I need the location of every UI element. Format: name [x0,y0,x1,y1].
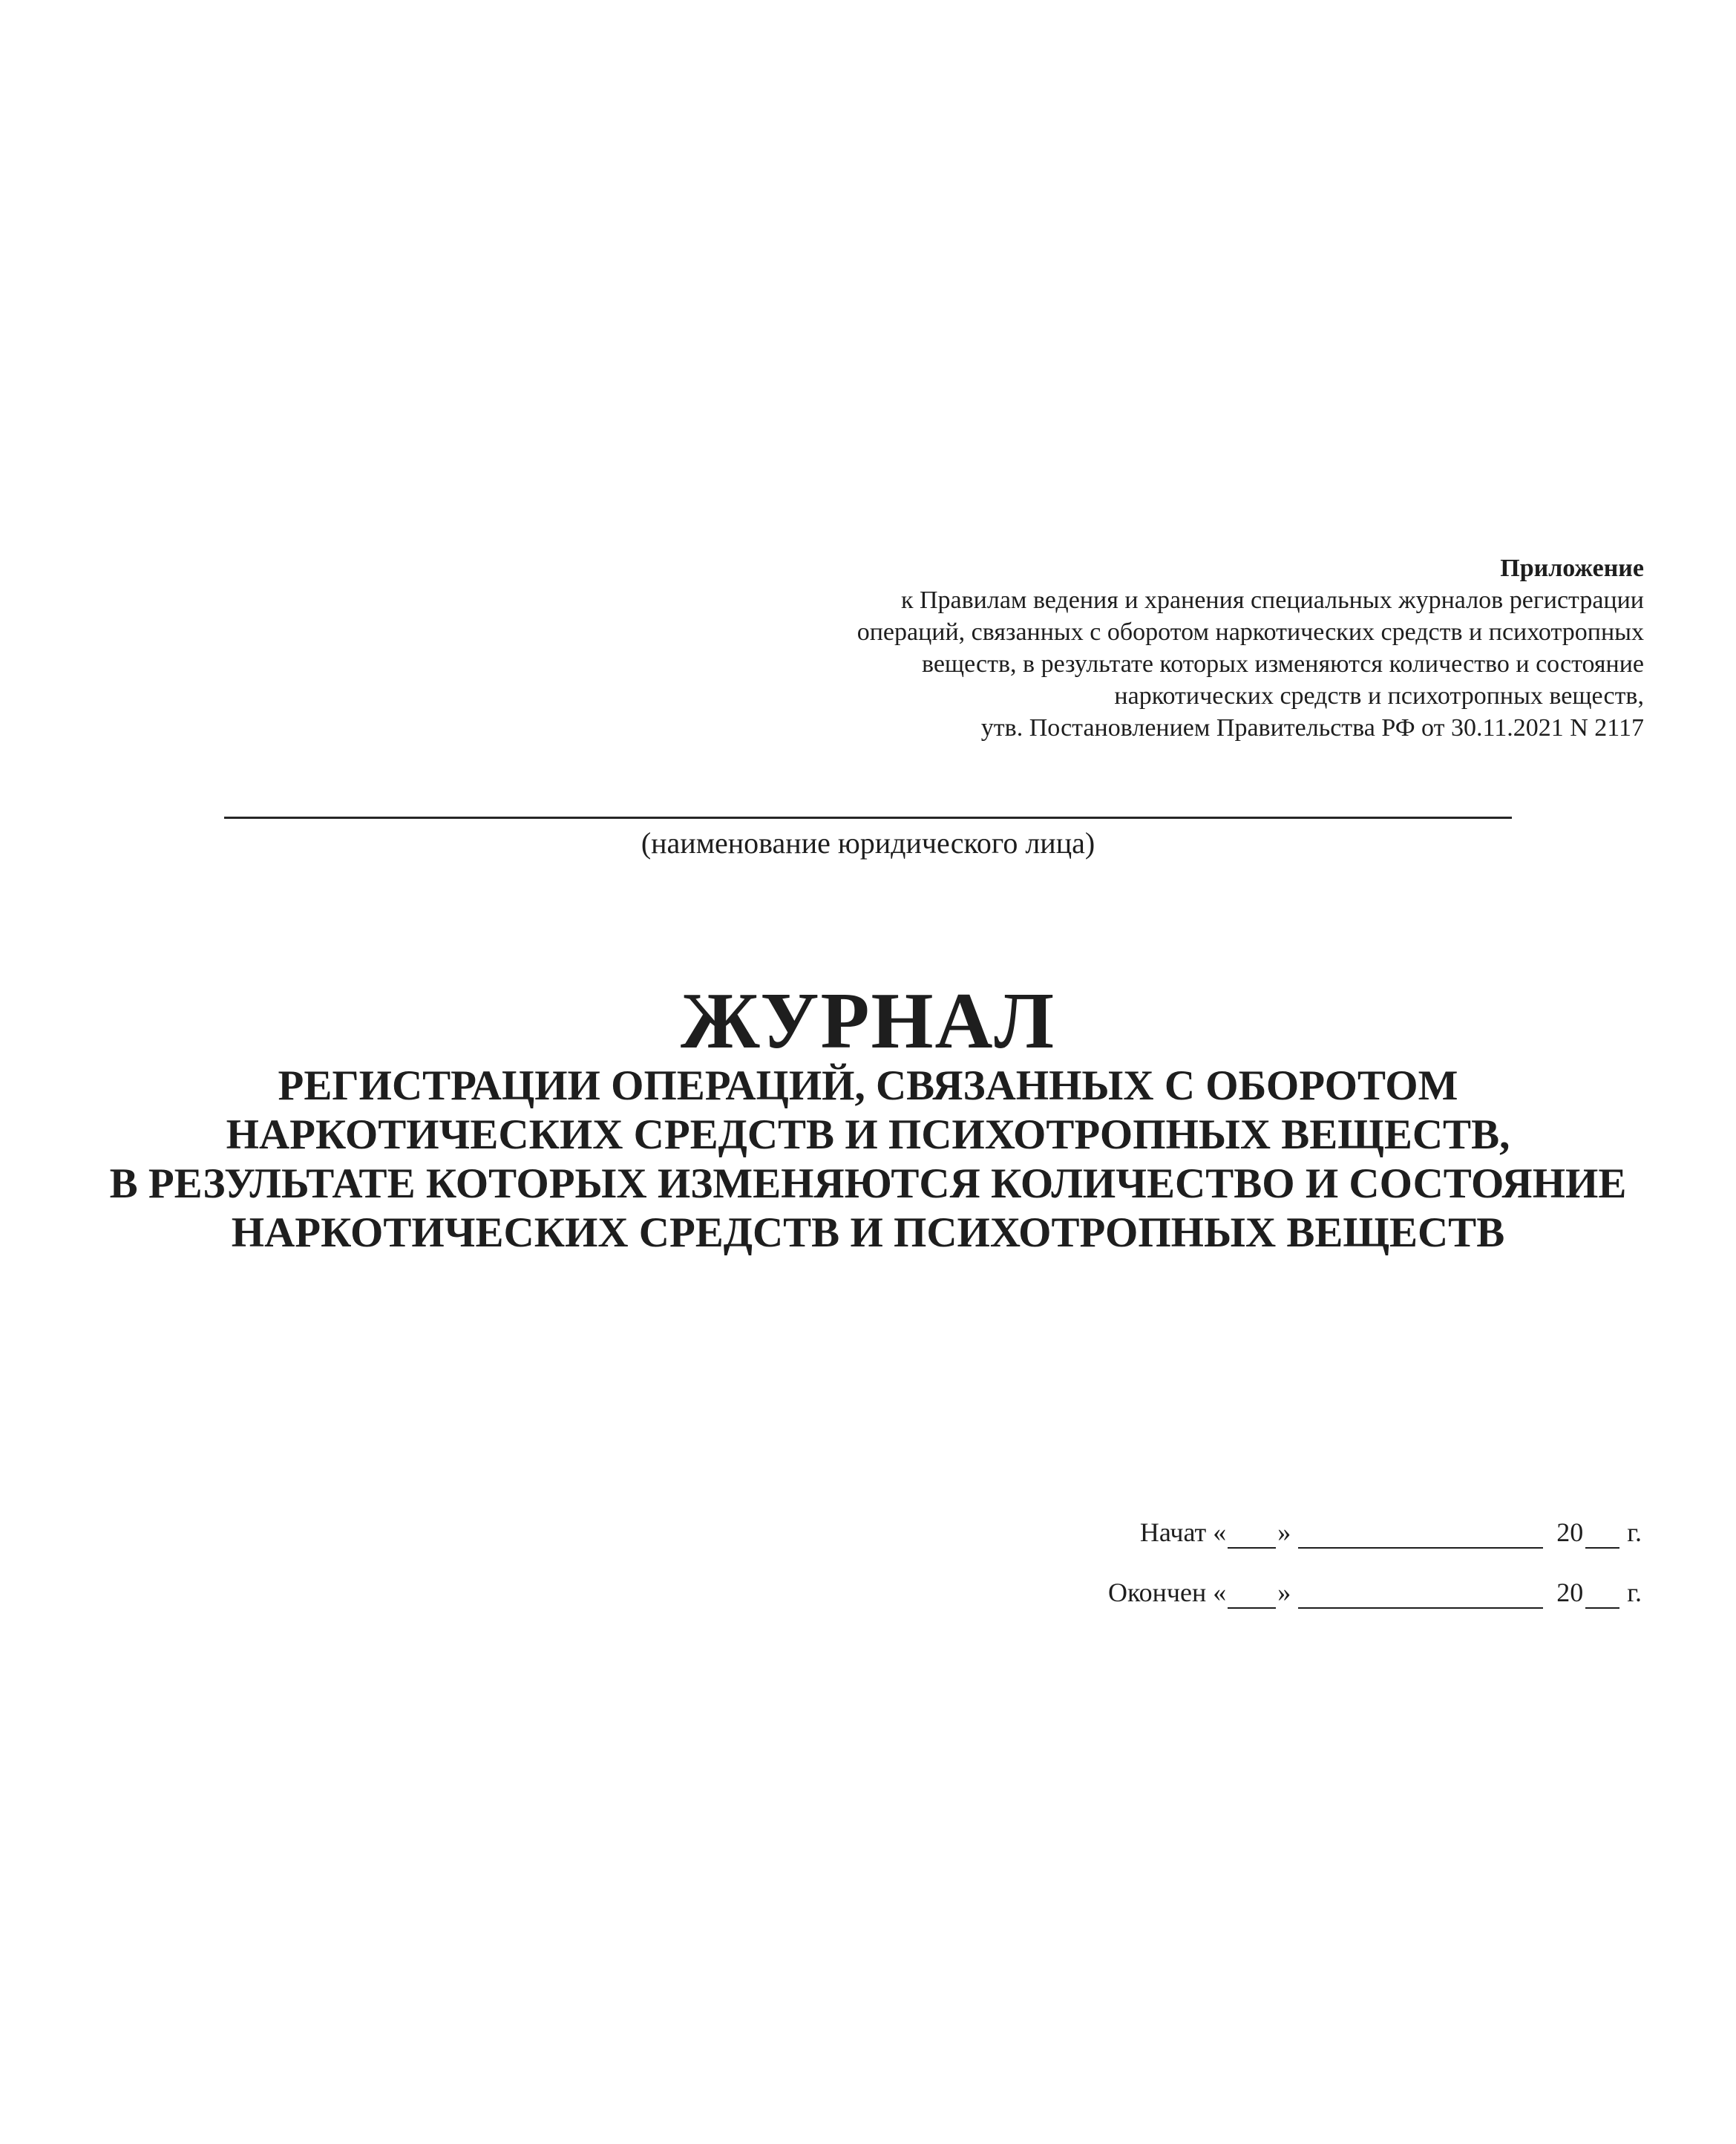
started-year-blank-line [1585,1547,1619,1549]
year-suffix-label: г. [1627,1517,1642,1547]
year-prefix: 20 [1556,1578,1584,1607]
appendix-title: Приложение [1500,555,1644,582]
year-prefix: 20 [1556,1517,1584,1547]
organization-name-blank-line [224,817,1512,819]
finished-row [1108,1576,1642,1609]
started-month-blank-line [1298,1547,1543,1549]
year-suffix-label: г. [1627,1578,1642,1607]
started-day-blank-line [1228,1547,1276,1549]
finished-month-blank-line [1298,1607,1543,1609]
journal-subtitle-line: НАРКОТИЧЕСКИХ СРЕДСТВ И ПСИХОТРОПНЫХ ВЕЩЕСТВ [231,1209,1505,1256]
appendix-line: наркотических средств и психотропных веществ, [1114,682,1644,710]
dates-block [1108,1516,1642,1636]
appendix-line: утв. Постановлением Правительства РФ от 30.11.2021 N 2117 [980,714,1644,742]
finished-year-blank-line [1585,1607,1619,1609]
started-row [1108,1516,1642,1549]
finished-label: Окончен [1108,1578,1207,1607]
close-quote: » [1277,1517,1291,1547]
appendix-line: к Правилам ведения и хранения специальных журналов регистрации [900,586,1644,614]
appendix-block [857,552,1644,744]
journal-subtitle-line: НАРКОТИЧЕСКИХ СРЕДСТВ И ПСИХОТРОПНЫХ ВЕЩЕСТВ, [226,1111,1510,1158]
appendix-line: операций, связанных с оборотом наркотических средств и психотропных [856,618,1644,646]
journal-subtitle-line: РЕГИСТРАЦИИ ОПЕРАЦИЙ, СВЯЗАННЫХ С ОБОРОТОМ [278,1062,1458,1109]
started-label: Начат [1139,1517,1207,1547]
organization-name-caption: (наименование юридического лица) [641,826,1095,860]
journal-subtitle-line: В РЕЗУЛЬТАТЕ КОТОРЫХ ИЗМЕНЯЮТСЯ КОЛИЧЕСТВО И СОСТОЯНИЕ [109,1160,1627,1207]
open-quote: « [1213,1517,1227,1547]
open-quote: « [1213,1578,1227,1607]
close-quote: » [1277,1578,1291,1607]
appendix-line: веществ, в результате которых изменяются количество и состояние [921,650,1644,678]
title-block [0,977,1736,1258]
finished-day-blank-line [1228,1607,1276,1609]
journal-title: ЖУРНАЛ [681,977,1055,1065]
